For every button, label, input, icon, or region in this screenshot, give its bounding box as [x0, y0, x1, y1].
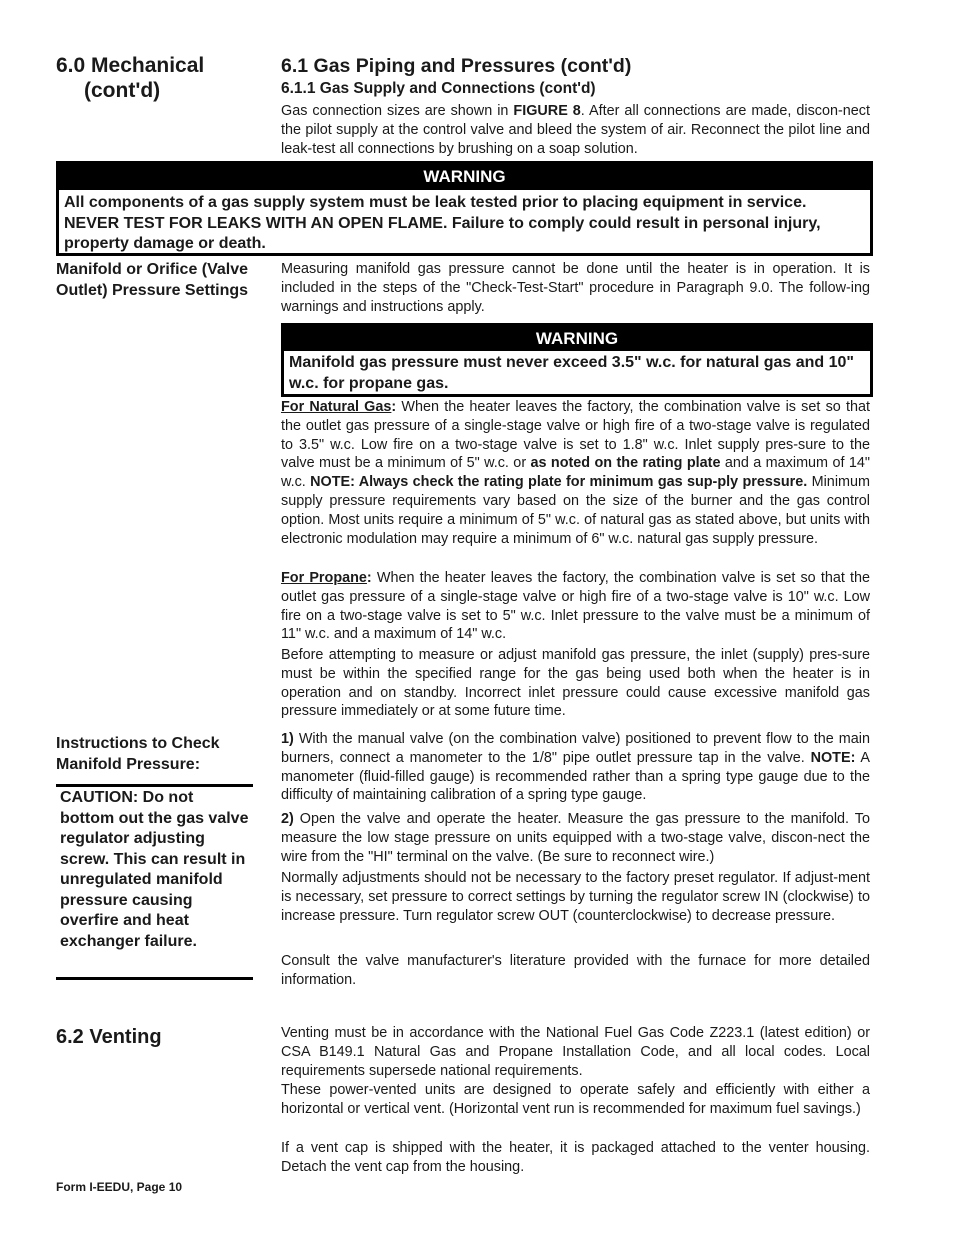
manifold-warning: [281, 323, 873, 397]
venting-heading: 6.2 Venting: [56, 1026, 162, 1048]
gas-piping-title: 6.1 Gas Piping and Pressures (cont'd): [281, 55, 632, 77]
manifold-intro-paragraph: Measuring manifold gas pressure cannot be done until the heater is in operation. It is included in the steps of the "Check-Test-Start" procedure in Paragraph 9.0. The follow-ing warnings and instructions apply.: [281, 261, 870, 315]
warning-header: WARNING: [59, 164, 870, 190]
warning-text: Manifold gas pressure must never exceed 3.5" w.c. for natural gas and 10" w.c. for propane gas.: [289, 354, 854, 392]
instructions-heading: Instructions to Check Manifold Pressure:: [56, 735, 220, 773]
section-heading-line2: (cont'd): [84, 79, 161, 102]
consult-paragraph: Consult the valve manufacturer's literature provided with the furnace for more detailed information.: [281, 953, 870, 988]
leak-test-warning: [56, 161, 873, 256]
propane-label: For Propane: [281, 570, 367, 586]
section-heading-line1: 6.0 Mechanical: [56, 54, 205, 77]
caution-text: CAUTION: Do not bottom out the gas valve regulator adjusting screw. This can result in unregulated manifold pressure causing overfire and heat exchanger failure.: [60, 789, 249, 950]
adjustment-paragraph: Normally adjustments should not be necessary to the factory preset regulator. If adjust-ment is necessary, set pressure to correct settings by turning the regulator screw IN (clockwise) to increase pressure. Turn regulator screw OUT (counterclockwise) to decrease pressure.: [281, 870, 870, 924]
inlet-pressure-paragraph: Before attempting to measure or adjust manifold gas pressure, the inlet (supply) pres-sure must be within the specified range for the gas being used both when the heater is in operation and on standby. Incorrect inlet pressure could cause excessive manifold gas pressure immediately or at some future time.: [281, 647, 870, 720]
warning-header: WARNING: [284, 326, 870, 351]
propane-paragraph: For Propane: When the heater leaves the factory, the combination valve is set so that the outlet gas pressure of a single-stage valve or high fire of a two-stage valve is 10" w.c. Low fire on a two-stage valve is set to 5" w.c. Inlet pressure to the valve must be a minimum of 11" w.c. and a maximum of 14" w.c.: [281, 570, 870, 643]
venting-paragraph-1: Venting must be in accordance with the National Fuel Gas Code Z223.1 (latest edition) or CSA B149.1 Natural Gas and Propane Installation Code, and all local codes. Local requirements supersede national requirements.: [281, 1025, 870, 1079]
natural-gas-paragraph: For Natural Gas: When the heater leaves the factory, the combination valve is set so that the outlet gas pressure of a single-stage valve or high fire of a two-stage valve is regulated to 3.5" w.c. Low fire on a two-stage valve is set to 1.8" w.c. Inlet supply pres-sure to the valve must be a minimum of 5" w.c. or as noted on the rating plate and a maximum of 14" w.c. NOTE: Always check the rating plate for minimum gas sup-ply pressure. Minimum supply pressure requirements vary based on the size of the burner and the gas control option. Most units require a minimum of 5" w.c. of natural gas as stated above, but units with electronic modulation may require a minimum of 6" w.c. natural gas supply pressure.: [281, 399, 870, 547]
step-2-paragraph: 2) Open the valve and operate the heater. Measure the gas pressure to the manifold. To measure the low stage pressure on units equipped with a two-stage valve, discon-nect the wire from the "HI" terminal on the valve. (Be sure to reconnect wire.): [281, 811, 870, 865]
step-1-paragraph: 1) With the manual valve (on the combination valve) positioned to prevent flow to the main burners, connect a manometer to the 1/8" pipe outlet pressure tap in the valve. NOTE: A manometer (fluid-filled gauge) is recommended rather than a spring type gauge due to the difficulty of maintaining calibration of a spring type gauge.: [281, 731, 870, 804]
caution-top-rule: [56, 784, 253, 787]
venting-paragraph-2: These power-vented units are designed to operate safely and efficiently with either a horizontal or vertical vent. (Horizontal vent run is recommended for maximum fuel savings.): [281, 1082, 870, 1117]
caution-bottom-rule: [56, 977, 253, 980]
warning-text: All components of a gas supply system must be leak tested prior to placing equipment in service. NEVER TEST FOR LEAKS WITH AN OPEN FLAME. Failure to comply could result in personal injury, property damage or death.: [64, 194, 821, 252]
gas-supply-subtitle: 6.1.1 Gas Supply and Connections (cont'd): [281, 80, 596, 97]
section-heading: [56, 53, 256, 103]
figure-ref: FIGURE 8: [513, 103, 581, 119]
venting-paragraph-3: If a vent cap is shipped with the heater, it is packaged attached to the venter housing. Detach the vent cap from the housing.: [281, 1140, 870, 1175]
manifold-pressure-heading: Manifold or Orifice (Valve Outlet) Pressure Settings: [56, 261, 249, 299]
natural-gas-label: For Natural Gas: [281, 399, 392, 415]
gas-connection-paragraph: Gas connection sizes are shown in FIGURE 8. After all connections are made, discon-nect the pilot supply at the control valve and bleed the system of air. Reconnect the pilot line and leak-test all connections by brushing on a soap solution.: [281, 103, 871, 157]
page-footer: Form I-EEDU, Page 10: [56, 1180, 183, 1194]
